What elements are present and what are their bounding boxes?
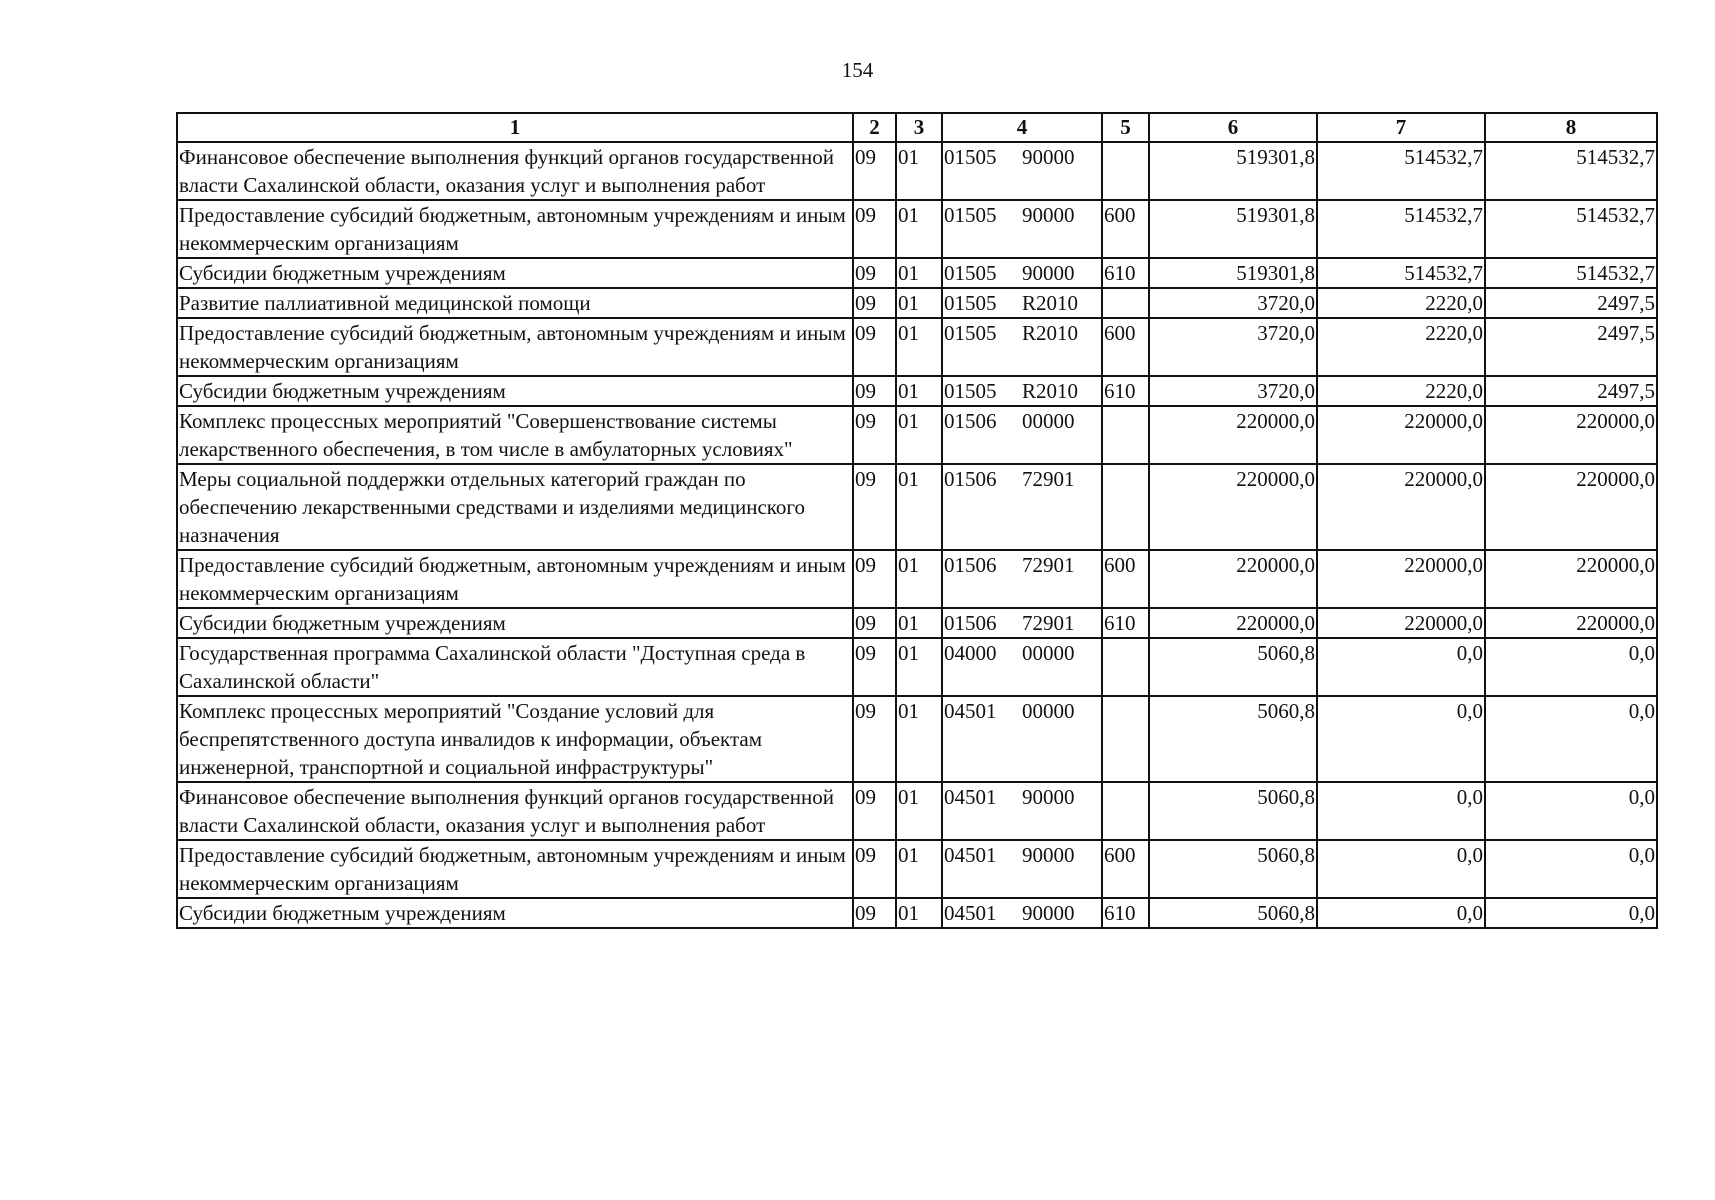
row-name: Финансовое обеспечение выполнения функций органов государственной власти Сахалинской области, оказания услуг и выполнения работ — [177, 782, 853, 840]
row-name: Субсидии бюджетным учреждениям — [177, 258, 853, 288]
row-target-article — [942, 318, 1102, 376]
row-name: Субсидии бюджетным учреждениям — [177, 898, 853, 928]
row-amount-col-7: 0,0 — [1317, 840, 1485, 898]
header-col-5: 5 — [1102, 113, 1149, 142]
row-expense-type — [1102, 288, 1149, 318]
row-amount-col-7: 220000,0 — [1317, 464, 1485, 550]
row-direction-code: 90000 — [1022, 785, 1075, 809]
row-amount-col-7: 2220,0 — [1317, 376, 1485, 406]
table-row — [177, 258, 1657, 288]
row-program-code: 01505 — [944, 145, 997, 169]
row-amount-col-8: 2497,5 — [1485, 288, 1657, 318]
row-amount-col-8: 220000,0 — [1485, 406, 1657, 464]
row-amount-col-6: 5060,8 — [1149, 898, 1317, 928]
header-row — [177, 113, 1657, 142]
row-amount-col-6: 3720,0 — [1149, 376, 1317, 406]
table-row — [177, 782, 1657, 840]
row-amount-col-7: 514532,7 — [1317, 142, 1485, 200]
row-subsection-code: 01 — [896, 288, 942, 318]
table-row — [177, 464, 1657, 550]
row-target-article — [942, 288, 1102, 318]
row-amount-col-6: 519301,8 — [1149, 200, 1317, 258]
row-amount-col-7: 0,0 — [1317, 898, 1485, 928]
row-direction-code: 90000 — [1022, 203, 1075, 227]
row-section-code: 09 — [853, 464, 896, 550]
row-name: Финансовое обеспечение выполнения функций органов государственной власти Сахалинской области, оказания услуг и выполнения работ — [177, 142, 853, 200]
header-col-1: 1 — [177, 113, 853, 142]
row-section-code: 09 — [853, 200, 896, 258]
row-direction-code: R2010 — [1022, 379, 1079, 403]
row-program-code: 04501 — [944, 843, 997, 867]
row-amount-col-6: 3720,0 — [1149, 318, 1317, 376]
row-name: Субсидии бюджетным учреждениям — [177, 376, 853, 406]
row-direction-code: 90000 — [1022, 261, 1075, 285]
header-col-6: 6 — [1149, 113, 1317, 142]
row-target-article — [942, 464, 1102, 550]
row-amount-col-6: 5060,8 — [1149, 696, 1317, 782]
table-body — [177, 142, 1657, 928]
row-expense-type: 610 — [1102, 608, 1149, 638]
row-direction-code: 00000 — [1022, 409, 1075, 433]
table-row — [177, 288, 1657, 318]
row-target-article — [942, 608, 1102, 638]
row-amount-col-7: 514532,7 — [1317, 200, 1485, 258]
row-amount-col-7: 0,0 — [1317, 638, 1485, 696]
row-target-article — [942, 898, 1102, 928]
row-target-article — [942, 200, 1102, 258]
row-subsection-code: 01 — [896, 376, 942, 406]
row-section-code: 09 — [853, 782, 896, 840]
row-section-code: 09 — [853, 142, 896, 200]
row-amount-col-7: 0,0 — [1317, 782, 1485, 840]
row-amount-col-8: 2497,5 — [1485, 376, 1657, 406]
row-name: Развитие паллиативной медицинской помощи — [177, 288, 853, 318]
row-amount-col-8: 514532,7 — [1485, 200, 1657, 258]
header-col-4: 4 — [942, 113, 1102, 142]
row-name: Комплекс процессных мероприятий "Совершенствование системы лекарственного обеспечения, в том числе в амбулаторных условиях" — [177, 406, 853, 464]
row-name: Комплекс процессных мероприятий "Создание условий для беспрепятственного доступа инвалидов к информации, объектам инженерной, транспортной и социальной инфраструктуры" — [177, 696, 853, 782]
row-program-code: 01506 — [944, 467, 997, 491]
row-amount-col-8: 2497,5 — [1485, 318, 1657, 376]
row-direction-code: 00000 — [1022, 641, 1075, 665]
row-amount-col-8: 220000,0 — [1485, 464, 1657, 550]
row-section-code: 09 — [853, 550, 896, 608]
row-section-code: 09 — [853, 898, 896, 928]
row-program-code: 01505 — [944, 321, 997, 345]
row-program-code: 04000 — [944, 641, 997, 665]
row-subsection-code: 01 — [896, 406, 942, 464]
row-target-article — [942, 142, 1102, 200]
row-target-article — [942, 782, 1102, 840]
header-col-7: 7 — [1317, 113, 1485, 142]
row-subsection-code: 01 — [896, 638, 942, 696]
row-program-code: 01506 — [944, 409, 997, 433]
row-amount-col-7: 220000,0 — [1317, 608, 1485, 638]
row-program-code: 01506 — [944, 553, 997, 577]
table-row — [177, 376, 1657, 406]
header-col-2: 2 — [853, 113, 896, 142]
row-program-code: 04501 — [944, 901, 997, 925]
row-section-code: 09 — [853, 376, 896, 406]
row-expense-type — [1102, 406, 1149, 464]
row-direction-code: 72901 — [1022, 467, 1075, 491]
row-subsection-code: 01 — [896, 550, 942, 608]
row-section-code: 09 — [853, 258, 896, 288]
row-subsection-code: 01 — [896, 142, 942, 200]
row-name: Меры социальной поддержки отдельных категорий граждан по обеспечению лекарственными средствами и изделиями медицинского назначения — [177, 464, 853, 550]
row-amount-col-8: 514532,7 — [1485, 142, 1657, 200]
row-name: Предоставление субсидий бюджетным, автономным учреждениям и иным некоммерческим организациям — [177, 318, 853, 376]
row-section-code: 09 — [853, 840, 896, 898]
row-program-code: 04501 — [944, 699, 997, 723]
row-amount-col-8: 0,0 — [1485, 638, 1657, 696]
row-amount-col-7: 220000,0 — [1317, 550, 1485, 608]
row-subsection-code: 01 — [896, 782, 942, 840]
row-amount-col-8: 220000,0 — [1485, 608, 1657, 638]
row-subsection-code: 01 — [896, 608, 942, 638]
row-amount-col-6: 519301,8 — [1149, 258, 1317, 288]
row-amount-col-6: 220000,0 — [1149, 406, 1317, 464]
row-amount-col-7: 220000,0 — [1317, 406, 1485, 464]
row-target-article — [942, 638, 1102, 696]
row-amount-col-8: 0,0 — [1485, 898, 1657, 928]
row-subsection-code: 01 — [896, 318, 942, 376]
row-target-article — [942, 550, 1102, 608]
table-row — [177, 200, 1657, 258]
row-section-code: 09 — [853, 288, 896, 318]
row-expense-type — [1102, 638, 1149, 696]
row-amount-col-6: 3720,0 — [1149, 288, 1317, 318]
row-program-code: 01506 — [944, 611, 997, 635]
row-amount-col-6: 519301,8 — [1149, 142, 1317, 200]
row-expense-type: 610 — [1102, 376, 1149, 406]
table-row — [177, 142, 1657, 200]
row-amount-col-6: 220000,0 — [1149, 550, 1317, 608]
row-amount-col-8: 0,0 — [1485, 840, 1657, 898]
row-target-article — [942, 840, 1102, 898]
row-expense-type — [1102, 464, 1149, 550]
table-row — [177, 638, 1657, 696]
row-subsection-code: 01 — [896, 696, 942, 782]
row-name: Государственная программа Сахалинской области "Доступная среда в Сахалинской области" — [177, 638, 853, 696]
row-amount-col-6: 220000,0 — [1149, 608, 1317, 638]
row-section-code: 09 — [853, 318, 896, 376]
header-col-3: 3 — [896, 113, 942, 142]
row-amount-col-8: 514532,7 — [1485, 258, 1657, 288]
row-direction-code: 90000 — [1022, 145, 1075, 169]
row-amount-col-7: 514532,7 — [1317, 258, 1485, 288]
row-target-article — [942, 258, 1102, 288]
row-subsection-code: 01 — [896, 898, 942, 928]
row-amount-col-8: 220000,0 — [1485, 550, 1657, 608]
row-amount-col-8: 0,0 — [1485, 696, 1657, 782]
table-header — [177, 113, 1657, 142]
row-target-article — [942, 406, 1102, 464]
table-row — [177, 318, 1657, 376]
row-program-code: 01505 — [944, 291, 997, 315]
row-subsection-code: 01 — [896, 258, 942, 288]
row-direction-code: 90000 — [1022, 901, 1075, 925]
row-expense-type: 600 — [1102, 840, 1149, 898]
row-amount-col-6: 5060,8 — [1149, 840, 1317, 898]
table-row — [177, 608, 1657, 638]
table-row — [177, 898, 1657, 928]
row-program-code: 01505 — [944, 379, 997, 403]
row-amount-col-6: 5060,8 — [1149, 782, 1317, 840]
row-direction-code: 00000 — [1022, 699, 1075, 723]
row-expense-type: 610 — [1102, 898, 1149, 928]
row-target-article — [942, 696, 1102, 782]
row-program-code: 01505 — [944, 261, 997, 285]
table-row — [177, 406, 1657, 464]
table-row — [177, 696, 1657, 782]
row-name: Предоставление субсидий бюджетным, автономным учреждениям и иным некоммерческим организациям — [177, 840, 853, 898]
row-target-article — [942, 376, 1102, 406]
row-amount-col-7: 0,0 — [1317, 696, 1485, 782]
row-direction-code: 72901 — [1022, 611, 1075, 635]
row-direction-code: 72901 — [1022, 553, 1075, 577]
row-amount-col-7: 2220,0 — [1317, 288, 1485, 318]
row-section-code: 09 — [853, 608, 896, 638]
row-direction-code: 90000 — [1022, 843, 1075, 867]
row-amount-col-7: 2220,0 — [1317, 318, 1485, 376]
row-amount-col-6: 220000,0 — [1149, 464, 1317, 550]
row-expense-type — [1102, 782, 1149, 840]
page-number: 154 — [841, 58, 874, 82]
row-expense-type: 600 — [1102, 550, 1149, 608]
row-program-code: 01505 — [944, 203, 997, 227]
row-amount-col-8: 0,0 — [1485, 782, 1657, 840]
row-name: Предоставление субсидий бюджетным, автономным учреждениям и иным некоммерческим организациям — [177, 550, 853, 608]
row-name: Субсидии бюджетным учреждениям — [177, 608, 853, 638]
row-program-code: 04501 — [944, 785, 997, 809]
row-section-code: 09 — [853, 696, 896, 782]
row-section-code: 09 — [853, 406, 896, 464]
row-subsection-code: 01 — [896, 200, 942, 258]
row-direction-code: R2010 — [1022, 291, 1079, 315]
row-amount-col-6: 5060,8 — [1149, 638, 1317, 696]
row-subsection-code: 01 — [896, 464, 942, 550]
table-row — [177, 840, 1657, 898]
header-col-8: 8 — [1485, 113, 1657, 142]
row-expense-type — [1102, 142, 1149, 200]
table-row — [177, 550, 1657, 608]
row-subsection-code: 01 — [896, 840, 942, 898]
row-section-code: 09 — [853, 638, 896, 696]
row-direction-code: R2010 — [1022, 321, 1079, 345]
row-expense-type: 600 — [1102, 200, 1149, 258]
row-expense-type: 600 — [1102, 318, 1149, 376]
row-name: Предоставление субсидий бюджетным, автономным учреждениям и иным некоммерческим организациям — [177, 200, 853, 258]
row-expense-type — [1102, 696, 1149, 782]
row-expense-type: 610 — [1102, 258, 1149, 288]
budget-table — [176, 112, 1658, 929]
